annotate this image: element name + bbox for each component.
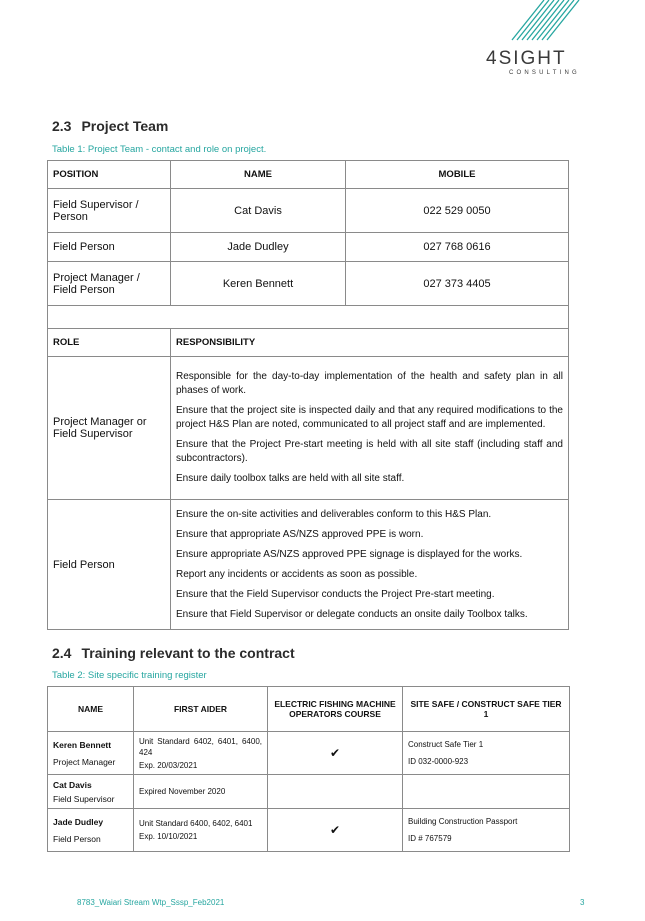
- section-number: 2.4: [52, 645, 72, 661]
- first-aid-units: Unit Standard 6400, 6402, 6401: [139, 819, 253, 828]
- site-safe-id: ID 032-0000-923: [408, 757, 469, 766]
- site-safe-course: Construct Safe Tier 1: [408, 740, 484, 749]
- header-role: ROLE: [48, 329, 171, 357]
- header-efm-course: ELECTRIC FISHING MACHINE OPERATORS COURSE: [268, 687, 403, 732]
- position-cell: Field Supervisor / Person: [48, 189, 171, 233]
- footer-page-number: 3: [580, 898, 585, 907]
- efm-check-icon: ✔: [268, 732, 403, 775]
- first-aid-cell: [134, 732, 268, 775]
- position-cell: Project Manager / Field Person: [48, 262, 171, 306]
- name-cell: Jade Dudley: [171, 233, 346, 262]
- logo-subtitle: CONSULTING: [509, 70, 580, 76]
- spacer-row: [48, 306, 569, 329]
- site-safe-cell: [403, 809, 570, 852]
- responsibility-item: Ensure daily toolbox talks are held with all site staff.: [176, 473, 405, 484]
- first-aid-expiry: Exp. 10/10/2021: [139, 832, 198, 841]
- responsibility-cell: [171, 357, 569, 500]
- role-cell: Project Manager or Field Supervisor: [48, 357, 171, 500]
- header-responsibility: RESPONSIBILITY: [171, 329, 569, 357]
- responsibility-item: Ensure appropriate AS/NZS approved PPE signage is displayed for the works.: [176, 548, 523, 560]
- mobile-cell: 027 768 0616: [346, 233, 569, 262]
- name-cell: [48, 775, 134, 809]
- footer-doc-name: 8783_Waiari Stream Wtp_Sssp_Feb2021: [77, 898, 225, 907]
- first-aid-expiry: Exp. 20/03/2021: [139, 760, 198, 770]
- responsibility-item: Ensure the on-site activities and deliverables conform to this H&S Plan.: [176, 508, 492, 520]
- mobile-cell: 022 529 0050: [346, 189, 569, 233]
- site-safe-cell: [403, 775, 570, 809]
- section-heading-project-team: [52, 118, 168, 134]
- section-title: Training relevant to the contract: [81, 645, 295, 661]
- first-aid-cell: [134, 775, 268, 809]
- table-row: [48, 189, 569, 233]
- position-cell: Field Person: [48, 233, 171, 262]
- name-cell: [48, 809, 134, 852]
- efm-check-icon: ✔: [268, 809, 403, 852]
- header-first-aider: FIRST AIDER: [134, 687, 268, 732]
- table-row: [48, 775, 570, 809]
- first-aid-cell: [134, 809, 268, 852]
- role-row: [48, 357, 569, 500]
- first-aid-units: Expired November 2020: [139, 787, 226, 796]
- section-number: 2.3: [52, 118, 72, 134]
- training-register-table: [47, 686, 570, 852]
- header-name: NAME: [48, 687, 134, 732]
- person-role: Project Manager: [53, 756, 116, 767]
- role-header-row: [48, 329, 569, 357]
- name-cell: [48, 732, 134, 775]
- person-role: Field Person: [53, 833, 101, 844]
- responsibility-item: Ensure that the project site is inspected daily and that any required modifications to the project H&S Plan are noted, communicated to all project staff and are implemented.: [176, 405, 563, 430]
- responsibility-item: Ensure that Field Supervisor or delegate conducts an onsite daily Toolbox talks.: [176, 608, 528, 620]
- logo-wordmark: 4SIGHT: [486, 48, 567, 69]
- table-row: [48, 732, 570, 775]
- person-role: Field Supervisor: [53, 793, 115, 804]
- table-caption: Table 2: Site specific training register: [52, 670, 207, 681]
- header-site-safe: SITE SAFE / CONSTRUCT SAFE TIER 1: [403, 687, 570, 732]
- role-cell: Field Person: [48, 500, 171, 630]
- person-name: Keren Bennett: [53, 739, 112, 750]
- header-position: POSITION: [48, 161, 171, 189]
- efm-cell: [268, 775, 403, 809]
- name-cell: Cat Davis: [171, 189, 346, 233]
- table-row: [48, 809, 570, 852]
- mobile-cell: 027 373 4405: [346, 262, 569, 306]
- responsibility-item: Ensure that the Project Pre-start meeting is held with all site staff (including staff and subcontractors).: [176, 439, 563, 464]
- name-cell: Keren Bennett: [171, 262, 346, 306]
- person-name: Cat Davis: [53, 779, 92, 790]
- section-title: Project Team: [81, 118, 169, 134]
- header-name: NAME: [171, 161, 346, 189]
- table-header-row: [48, 161, 569, 189]
- site-safe-id: ID # 767579: [408, 834, 452, 843]
- site-safe-course: Building Construction Passport: [408, 817, 518, 826]
- table-row: [48, 262, 569, 306]
- role-row: [48, 500, 569, 630]
- site-safe-cell: [403, 732, 570, 775]
- first-aid-units: Unit Standard 6402, 6401, 6400, 424: [139, 736, 262, 757]
- spacer-cell: [48, 306, 569, 329]
- responsibility-item: Report any incidents or accidents as soon as possible.: [176, 568, 418, 580]
- responsibility-item: Ensure that appropriate AS/NZS approved PPE is worn.: [176, 528, 424, 540]
- table-header-row: [48, 687, 570, 732]
- table-caption: Table 1: Project Team - contact and role on project.: [52, 144, 267, 155]
- responsibility-item: Ensure that the Field Supervisor conducts the Project Pre-start meeting.: [176, 588, 495, 600]
- responsibility-cell: [171, 500, 569, 630]
- header-mobile: MOBILE: [346, 161, 569, 189]
- person-name: Jade Dudley: [53, 816, 104, 827]
- responsibility-item: Responsible for the day-to-day implementation of the health and safety plan in all phases of work.: [176, 371, 563, 396]
- table-row: [48, 233, 569, 262]
- section-heading-training: [52, 645, 295, 661]
- project-team-table: [47, 160, 569, 630]
